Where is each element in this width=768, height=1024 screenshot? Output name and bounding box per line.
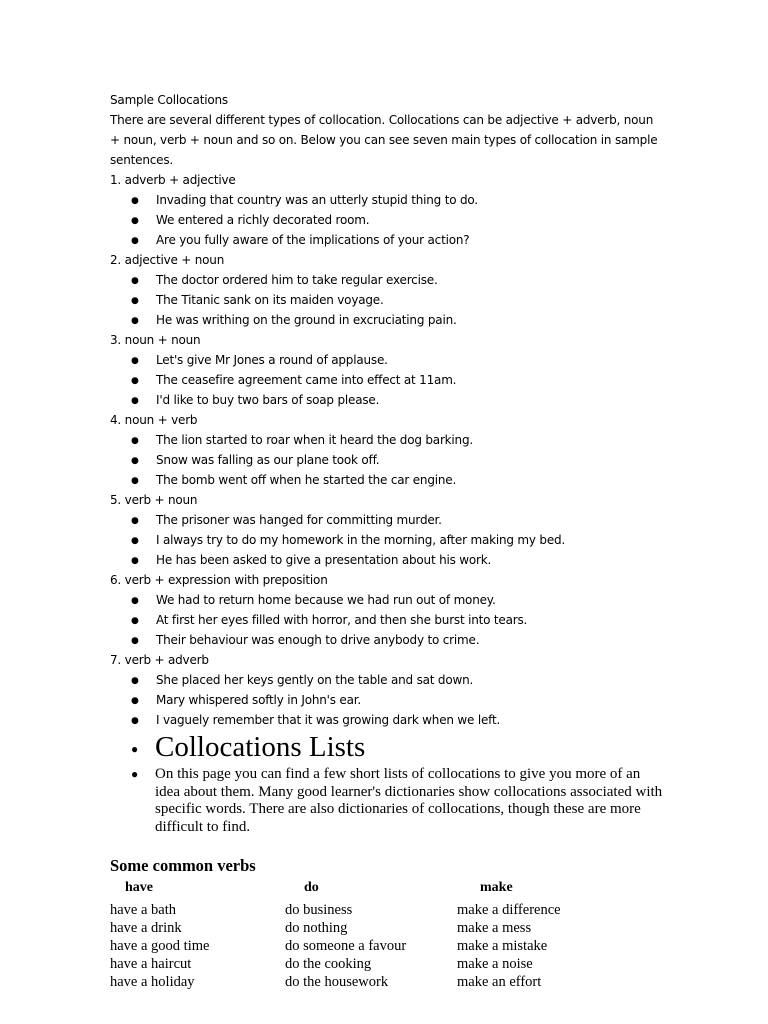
example-item: [131, 190, 478, 211]
bullet-icon: ●: [131, 696, 139, 706]
example-item: [131, 430, 473, 451]
verbs-heading: Some common verbs: [110, 856, 256, 875]
bullet-icon: ●: [131, 296, 139, 306]
example-sentence: Are you fully aware of the implications of your action?: [156, 233, 470, 247]
bullet-icon: ●: [131, 196, 139, 206]
verb-table-cell-make: make a mistake: [457, 938, 548, 954]
example-sentence: Snow was falling as our plane took off.: [156, 453, 380, 467]
example-sentence: We had to return home because we had run out of money.: [156, 593, 496, 607]
bullet-icon: ●: [131, 276, 139, 286]
example-sentence: She placed her keys gently on the table and sat down.: [156, 673, 474, 687]
bullet-icon: ●: [131, 476, 139, 486]
bullet-icon: ●: [131, 536, 139, 546]
example-item: [131, 610, 527, 631]
verb-table-cell-do: do nothing: [285, 920, 348, 936]
bullet-icon: ●: [131, 436, 139, 446]
verb-table-cell-do: do the housework: [285, 974, 389, 990]
example-sentence: Mary whispered softly in John's ear.: [156, 693, 362, 707]
column-header-have: have: [125, 880, 153, 895]
verb-table-cell-have: have a drink: [110, 920, 182, 936]
verb-table-cell-have: have a holiday: [110, 974, 195, 990]
bullet-icon: ●: [131, 716, 139, 726]
bullet-icon: ●: [131, 636, 139, 646]
type-heading: 1. adverb + adjective: [110, 173, 236, 187]
lists-paragraph: On this page you can find a few short lists of collocations to give you more of an idea about them. Many good learner's dictionaries show collocations associated with specific words. There are also dictionaries of collocations, though these are more difficult to find.: [155, 766, 663, 835]
type-heading: 5. verb + noun: [110, 493, 198, 507]
type-heading: 6. verb + expression with preposition: [110, 573, 328, 587]
bullet-icon: ●: [131, 767, 139, 781]
bullet-icon: ●: [131, 456, 139, 466]
bullet-icon: ●: [131, 216, 139, 226]
type-heading: 7. verb + adverb: [110, 653, 209, 667]
example-sentence: I always try to do my homework in the morning, after making my bed.: [156, 533, 566, 547]
bullet-icon: ●: [131, 396, 139, 406]
example-item: [131, 510, 442, 531]
example-sentence: I vaguely remember that it was growing dark when we left.: [156, 713, 501, 727]
example-sentence: I'd like to buy two bars of soap please.: [156, 393, 380, 407]
type-heading: 3. noun + noun: [110, 333, 201, 347]
bullet-icon: ●: [131, 516, 139, 526]
example-item: [131, 370, 456, 391]
verb-table-cell-have: have a bath: [110, 902, 177, 918]
example-item: [131, 670, 473, 691]
example-sentence: The prisoner was hanged for committing murder.: [156, 513, 442, 527]
example-item: [131, 450, 379, 471]
example-sentence: He has been asked to give a presentation about his work.: [156, 553, 492, 567]
bullet-icon: ●: [131, 676, 139, 686]
example-sentence: The lion started to roar when it heard the dog barking.: [156, 433, 473, 447]
bullet-icon: ●: [131, 236, 139, 246]
lists-heading: Collocations Lists: [155, 731, 366, 763]
example-sentence: We entered a richly decorated room.: [156, 213, 370, 227]
example-sentence: The bomb went off when he started the car engine.: [156, 473, 457, 487]
example-item: [131, 530, 565, 551]
example-item: [131, 350, 388, 371]
example-item: [131, 690, 361, 711]
example-sentence: Their behaviour was enough to drive anybody to crime.: [156, 633, 480, 647]
example-item: [131, 550, 491, 571]
example-item: [131, 590, 496, 611]
bullet-icon: ●: [131, 316, 139, 326]
bullet-icon: ●: [131, 742, 139, 756]
example-sentence: At first her eyes filled with horror, and then she burst into tears.: [156, 613, 528, 627]
example-item: [131, 210, 369, 231]
verb-table-cell-do: do the cooking: [285, 956, 372, 972]
bullet-icon: ●: [131, 556, 139, 566]
example-sentence: Invading that country was an utterly stupid thing to do.: [156, 193, 478, 207]
verb-table-cell-make: make a mess: [457, 920, 532, 936]
example-item: [131, 230, 469, 251]
verb-table-cell-do: do business: [285, 902, 353, 918]
example-item: [131, 470, 456, 491]
example-item: [131, 290, 384, 311]
example-sentence: The ceasefire agreement came into effect at 11am.: [156, 373, 457, 387]
column-header-do: do: [304, 880, 319, 895]
example-sentence: Let's give Mr Jones a round of applause.: [156, 353, 388, 367]
verb-table-cell-do: do someone a favour: [285, 938, 407, 954]
bullet-icon: ●: [131, 356, 139, 366]
verb-table-cell-make: make a noise: [457, 956, 533, 972]
type-heading: 4. noun + verb: [110, 413, 198, 427]
example-sentence: He was writhing on the ground in excruciating pain.: [156, 313, 457, 327]
verb-table-cell-make: make an effort: [457, 974, 542, 990]
bullet-icon: ●: [131, 596, 139, 606]
type-heading: 2. adjective + noun: [110, 253, 225, 267]
verb-table-cell-have: have a haircut: [110, 956, 192, 972]
example-sentence: The Titanic sank on its maiden voyage.: [156, 293, 384, 307]
section-title: Sample Collocations: [110, 93, 228, 107]
example-item: [131, 630, 479, 651]
bullet-icon: ●: [131, 616, 139, 626]
column-header-make: make: [480, 880, 513, 895]
example-item: [131, 270, 438, 291]
bullet-icon: ●: [131, 376, 139, 386]
intro-paragraph: There are several different types of collocation. Collocations can be adjective + adverb, noun + noun, verb + noun and so on. Below you can see seven main types of collocation in sample sentences.: [110, 113, 658, 167]
example-item: [131, 310, 457, 331]
example-item: [131, 390, 379, 411]
verb-table-cell-make: make a difference: [457, 902, 561, 918]
verb-table-cell-have: have a good time: [110, 938, 210, 954]
example-sentence: The doctor ordered him to take regular exercise.: [156, 273, 438, 287]
